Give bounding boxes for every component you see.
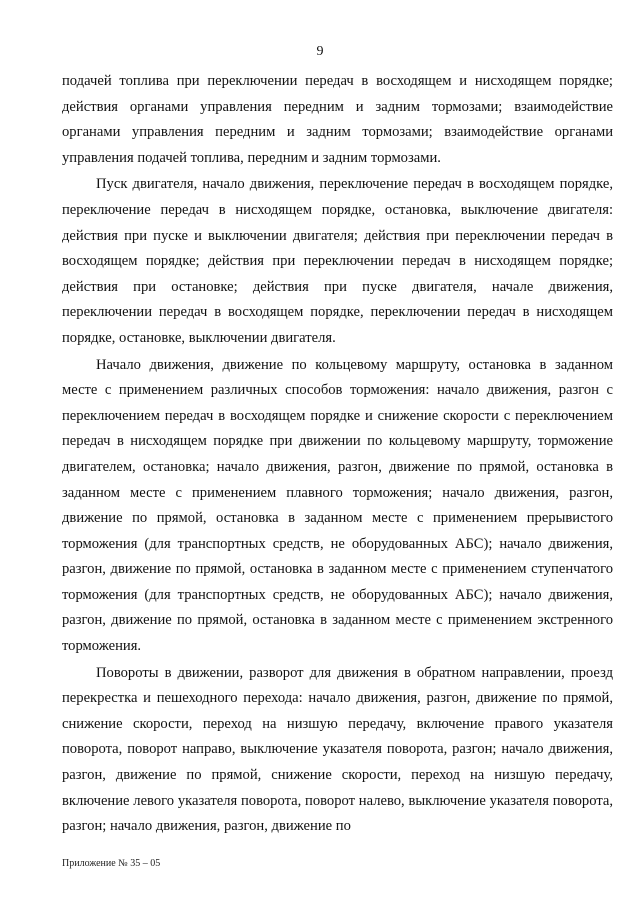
footer-note: Приложение № 35 – 05 — [62, 858, 161, 869]
paragraph-ring-route: Начало движения, движение по кольцевому маршруту, остановка в заданном месте с применением различных способов торможения: начало движения, разгон с переключением передач в восходящем порядке и снижение скорости с переключением передач в нисходящем порядке при движении по кольцевому маршруту, торможение двигателем, остановка; начало движения, разгон, движение по прямой, остановка в заданном месте с применением плавного торможения; начало движения, разгон, движение по прямой, остановка в заданном месте с применением прерывистого торможения (для транспортных средств, не оборудованных АБС); начало движения, разгон, движение по прямой, остановка в заданном месте с применением ступенчатого торможения (для транспортных средств, не оборудованных АБС); начало движения, разгон, движение по прямой, остановка в заданном месте с применением экстренного торможения. — [62, 356, 613, 655]
paragraph-continuation: подачей топлива при переключении передач в восходящем и нисходящем порядке; действия органами управления передним и задним тормозами; взаимодействие органами управления передним и задним тормозами; взаимодействие органами управления подачей топлива, передним и задним тормозами. — [62, 73, 613, 166]
paragraph-engine-start: Пуск двигателя, начало движения, переключение передач в восходящем порядке, переключение передач в нисходящем порядке, остановка, выключение двигателя: действия при пуске и выключении двигателя; действия при переключении передач в восходящем порядке; действия при переключении передач в нисходящем порядке; действия при остановке; действия при пуске двигателя, начале движения, переключении передач в восходящем порядке, переключении передач в нисходящем порядке, остановке, выключении двигателя. — [62, 176, 613, 346]
body-text — [62, 69, 613, 841]
paragraph-turns: Повороты в движении, разворот для движения в обратном направлении, проезд перекрестка и пешеходного перехода: начало движения, разгон, движение по прямой, снижение скорости, переход на низшую передачу, включение правого указателя поворота, поворот направо, выключение указателя поворота, разгон; начало движения, разгон, движение по прямой, снижение скорости, переход на низшую передачу, включение левого указателя поворота, поворот налево, выключение указателя поворота, разгон; начало движения, разгон, движение по — [62, 664, 613, 835]
page-number: 9 — [316, 44, 324, 59]
